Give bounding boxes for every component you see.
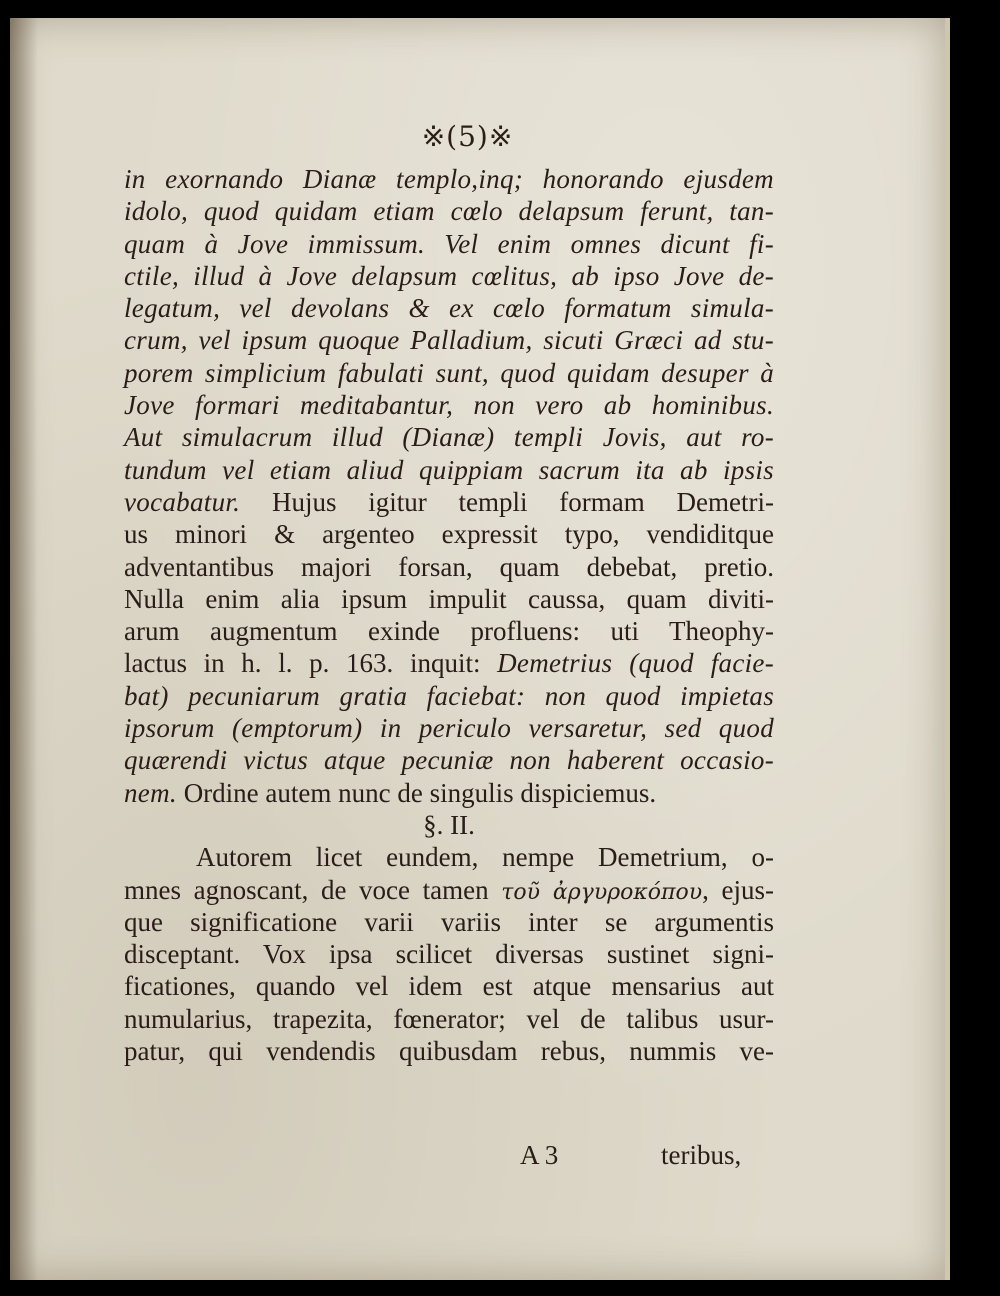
- italic-text: bat) pecuniarum gratia faciebat: non quod impietas: [124, 680, 774, 711]
- roman-text: Ordine autem nunc de singulis dispiciemus.: [176, 777, 657, 808]
- italic-text: ctile, illud à Jove delapsum cœlitus, ab ipso Jove de-: [124, 260, 774, 291]
- text-line: [124, 744, 774, 776]
- text-line: [124, 583, 774, 615]
- text-line: [124, 970, 774, 1002]
- roman-text: us minori & argenteo expressit typo, vendiditque: [124, 519, 774, 550]
- text-line: [124, 292, 774, 324]
- text-line: [124, 421, 774, 453]
- text-body: [124, 163, 774, 1067]
- text-line: [124, 712, 774, 744]
- italic-text: legatum, vel devolans & ex cœlo formatum simula-: [124, 293, 774, 324]
- text-line: [124, 906, 774, 938]
- roman-text: arum augmentum exinde profluens: uti Theophy-: [124, 616, 774, 647]
- roman-text: que significatione varii variis inter se argumentis: [124, 906, 774, 937]
- italic-text: vocabatur.: [124, 486, 241, 517]
- text-line: [124, 324, 774, 356]
- roman-text: disceptant. Vox ipsa scilicet diversas sustinet signi-: [124, 939, 774, 970]
- text-line: [124, 777, 774, 809]
- text-line: [124, 228, 774, 260]
- text-line: [124, 260, 774, 292]
- text-line: [124, 454, 774, 486]
- text-line: [124, 647, 774, 679]
- italic-text: idolo, quod quidam etiam cœlo delapsum ferunt, tan-: [124, 196, 774, 227]
- italic-text: ipsorum (emptorum) in periculo versaretur, sed quod: [124, 713, 774, 744]
- page-header-ornament: ※(5)※: [421, 120, 514, 153]
- roman-text: ficationes, quando vel idem est atque mensarius aut: [124, 971, 774, 1002]
- italic-text: quam à Jove immissum. Vel enim omnes dicunt fi-: [124, 228, 774, 259]
- roman-text: Autorem licet eundem, nempe Demetrium, o-: [196, 842, 774, 873]
- roman-text: lactus in h. l. p. 163. inquit:: [124, 648, 498, 679]
- text-line: [124, 389, 774, 421]
- catchword: teribus,: [661, 1140, 742, 1170]
- text-line: [124, 841, 774, 873]
- italic-text: nem.: [124, 777, 177, 808]
- italic-text: porem simplicium fabulati sunt, quod quidam desuper à: [124, 357, 774, 388]
- text-line: [124, 486, 774, 518]
- text-line: [124, 518, 774, 550]
- italic-text: Jove formari meditabantur, non vero ab hominibus.: [124, 390, 774, 421]
- text-line: [124, 163, 774, 195]
- roman-text: , ejus-: [702, 874, 774, 905]
- roman-text: §. II.: [423, 809, 475, 840]
- text-line: [124, 357, 774, 389]
- italic-text: tundum vel etiam aliud quippiam sacrum ita ab ipsis: [124, 454, 774, 485]
- text-line: [124, 938, 774, 970]
- text-line: [124, 874, 774, 906]
- roman-text: Nulla enim alia ipsum impulit caussa, quam diviti-: [124, 583, 774, 614]
- text-line: [124, 1003, 774, 1035]
- text-line: [124, 809, 774, 841]
- gutter-shadow: [10, 18, 38, 1280]
- italic-text: crum, vel ipsum quoque Palladium, sicuti Græci ad stu-: [124, 325, 774, 356]
- roman-text: Hujus igitur templi formam Demetri-: [240, 486, 774, 517]
- roman-text: patur, qui vendendis quibusdam rebus, nummis ve-: [124, 1036, 774, 1067]
- italic-text: Aut simulacrum illud (Dianæ) templi Jovis, aut ro-: [124, 422, 774, 453]
- signature-mark: A 3: [520, 1140, 559, 1170]
- text-line: [124, 551, 774, 583]
- italic-text: quærendi victus atque pecuniæ non haberent occasio-: [124, 745, 774, 776]
- text-line: [124, 680, 774, 712]
- greek-text: τοῦ ἀργυροκόπου: [501, 879, 703, 905]
- text-line: [124, 615, 774, 647]
- roman-text: numularius, trapezita, fœnerator; vel de talibus usur-: [124, 1003, 774, 1034]
- italic-text: in exornando Dianæ templo,inq; honorando ejusdem: [124, 164, 774, 194]
- text-line: [124, 1035, 774, 1067]
- italic-text: Demetrius (quod facie-: [497, 648, 774, 679]
- text-line: [124, 195, 774, 227]
- roman-text: adventantibus majori forsan, quam debebat, pretio.: [124, 551, 774, 582]
- page-edge: [945, 18, 950, 1280]
- roman-text: mnes agnoscant, de voce tamen: [124, 874, 502, 905]
